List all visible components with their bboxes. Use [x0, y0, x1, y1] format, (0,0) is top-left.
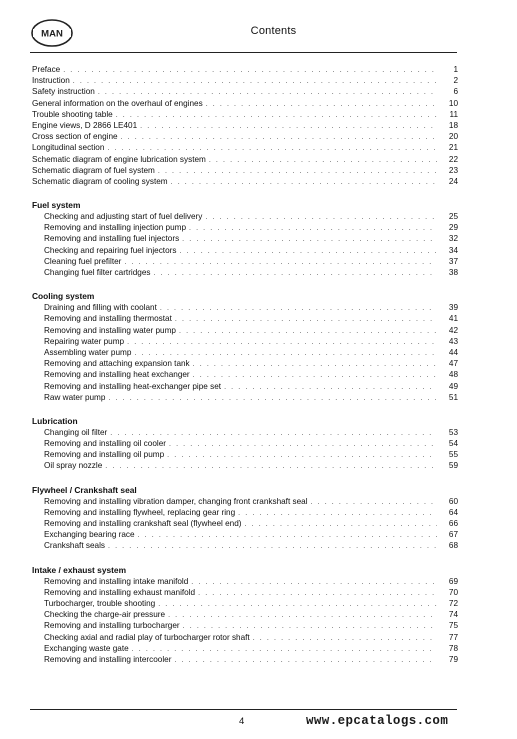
toc-entry-page: 22: [448, 154, 458, 164]
toc-entry-page: 11: [449, 109, 458, 119]
toc-entry[interactable]: [32, 427, 458, 438]
toc-entry-page: 68: [448, 541, 458, 551]
toc-entry-page: 6: [453, 87, 458, 97]
toc-leader-dots: [174, 655, 437, 666]
toc-leader-dots: [73, 76, 437, 87]
toc-entry-title: Repairing water pump: [44, 336, 125, 346]
toc-entry-title: Schematic diagram of cooling system: [32, 176, 168, 186]
toc-entry[interactable]: [32, 392, 458, 403]
toc-entry[interactable]: [32, 302, 458, 313]
toc-entry-page: 21: [448, 143, 458, 153]
toc-leader-dots: [245, 519, 437, 530]
toc-entry-title: Removing and installing crankshaft seal (flywheel end): [44, 519, 242, 528]
toc-entry[interactable]: [32, 131, 458, 142]
toc-entry-page: 20: [448, 132, 458, 142]
toc-section-heading: Flywheel / Crankshaft seal: [32, 484, 137, 495]
toc-leader-dots: [124, 257, 437, 268]
toc-entry-title: Longitudinal section: [32, 143, 105, 153]
toc-entry-page: 67: [448, 530, 458, 540]
toc-entry[interactable]: [32, 267, 458, 278]
toc-entry-page: 38: [448, 268, 458, 277]
header-divider: [30, 52, 457, 53]
toc-entry-title: Removing and installing heat exchanger: [44, 370, 190, 380]
toc-entry[interactable]: [32, 120, 458, 131]
toc-entry-title: Checking the charge-air pressure: [44, 610, 166, 620]
toc-entry[interactable]: [32, 598, 458, 609]
toc-entry-page: 44: [448, 347, 458, 357]
toc-entry-page: 49: [448, 381, 458, 391]
footer-divider: [30, 709, 457, 710]
toc-entry-title: Raw water pump: [44, 392, 106, 402]
toc-entry[interactable]: [32, 460, 458, 471]
toc-entry[interactable]: [32, 347, 458, 358]
toc-entry[interactable]: [32, 245, 458, 256]
toc-entry[interactable]: [32, 529, 458, 540]
toc-entry-page: 54: [448, 439, 458, 449]
toc-entry-title: Removing and attaching expansion tank: [44, 359, 190, 369]
toc-leader-dots: [179, 326, 437, 337]
toc-entry-page: 59: [448, 461, 458, 471]
toc-leader-dots: [138, 530, 437, 541]
toc-leader-dots: [198, 588, 437, 599]
toc-section-heading: Fuel system: [32, 200, 81, 211]
toc-entry-page: 10: [448, 98, 458, 108]
toc-entry-title: Engine views, D 2866 LE401: [32, 120, 138, 130]
toc-entry-title: Removing and installing heat-exchanger pipe set: [44, 381, 222, 391]
toc-entry[interactable]: [32, 576, 458, 587]
toc-entry-title: Removing and installing intercooler: [44, 654, 172, 664]
toc-entry[interactable]: [32, 369, 458, 380]
toc-entry[interactable]: [32, 336, 458, 347]
toc-entry-title: Cleaning fuel prefilter: [44, 256, 122, 266]
toc-entry-page: 39: [448, 303, 458, 313]
toc-entry[interactable]: [32, 518, 458, 529]
toc-entry-page: 34: [448, 245, 458, 255]
toc-entry-page: 42: [448, 325, 458, 335]
toc-entry-title: Checking axial and radial play of turbocharger rotor shaft: [44, 632, 250, 642]
toc-entry-page: 2: [453, 76, 458, 86]
toc-entry-title: Removing and installing thermostat: [44, 314, 172, 324]
toc-leader-dots: [63, 65, 437, 76]
toc-entry-page: 24: [448, 176, 458, 186]
toc-entry-title: Exchanging bearing race: [44, 530, 135, 540]
toc-leader-dots: [105, 461, 437, 472]
toc-leader-dots: [158, 599, 437, 610]
toc-entry-title: Removing and installing turbocharger: [44, 621, 180, 631]
toc-entry[interactable]: [32, 620, 458, 631]
toc-leader-dots: [189, 223, 437, 234]
toc-entry[interactable]: [32, 233, 458, 244]
toc-section: [32, 484, 458, 552]
toc-entry-page: 1: [453, 65, 458, 74]
toc-leader-dots: [182, 234, 437, 245]
toc-entry[interactable]: [32, 325, 458, 336]
toc-entry[interactable]: [32, 438, 458, 449]
toc-leader-dots: [108, 393, 437, 404]
toc-entry-page: 47: [448, 359, 458, 369]
toc-entry-title: Checking and repairing fuel injectors: [44, 245, 177, 255]
toc-section-heading: Cooling system: [32, 291, 95, 302]
toc-leader-dots: [108, 541, 437, 552]
toc-entry-title: Removing and installing fuel injectors: [44, 234, 180, 244]
toc-entry[interactable]: [32, 313, 458, 324]
toc-entry-title: Changing oil filter: [44, 427, 108, 437]
toc-entry[interactable]: [32, 643, 458, 654]
toc-entry-page: 18: [448, 120, 458, 130]
toc-leader-dots: [116, 110, 437, 121]
toc-entry-title: Preface: [32, 65, 61, 74]
toc-leader-dots: [175, 314, 437, 325]
toc-entry-page: 60: [448, 496, 458, 506]
toc-section-heading: Lubrication: [32, 415, 78, 426]
toc-leader-dots: [224, 382, 437, 393]
toc-entry-title: Removing and installing intake manifold: [44, 576, 189, 586]
toc-leader-dots: [171, 177, 437, 188]
toc-section: [32, 415, 458, 472]
toc-entry[interactable]: [32, 75, 458, 86]
toc-entry[interactable]: [32, 587, 458, 598]
watermark-url: www.epcatalogs.com: [306, 714, 449, 728]
toc-leader-dots: [140, 121, 437, 132]
toc-entry[interactable]: [32, 98, 458, 109]
toc-entry-title: Schematic diagram of engine lubrication system: [32, 154, 206, 164]
toc-entry-page: 78: [448, 643, 458, 653]
toc-leader-dots: [179, 246, 437, 257]
toc-entry-title: Removing and installing water pump: [44, 325, 176, 335]
toc-entry-page: 37: [448, 256, 458, 266]
toc-entry-page: 55: [448, 450, 458, 460]
toc-entry-title: Removing and installing vibration damper, changing front crankshaft seal: [44, 496, 308, 506]
toc-entry-page: 77: [448, 632, 458, 642]
toc-entry[interactable]: [32, 211, 458, 222]
table-of-contents: [32, 64, 458, 665]
toc-entry-page: 23: [448, 165, 458, 175]
toc-entry-title: Cross section of engine: [32, 132, 118, 142]
toc-leader-dots: [158, 166, 437, 177]
toc-entry[interactable]: [32, 64, 458, 75]
toc-leader-dots: [121, 132, 437, 143]
toc-entry[interactable]: [32, 109, 458, 120]
toc-leader-dots: [160, 303, 437, 314]
toc-leader-dots: [193, 359, 437, 370]
toc-entry-page: 53: [448, 427, 458, 437]
toc-entry-title: Removing and installing oil cooler: [44, 439, 166, 449]
toc-entry[interactable]: [32, 222, 458, 233]
toc-entry-page: 51: [448, 392, 458, 402]
toc-leader-dots: [311, 497, 437, 508]
toc-entry[interactable]: [32, 609, 458, 620]
toc-leader-dots: [191, 577, 437, 588]
toc-leader-dots: [127, 337, 437, 348]
toc-entry-page: 74: [448, 610, 458, 620]
toc-entry-page: 32: [448, 234, 458, 244]
toc-entry-page: 69: [448, 576, 458, 586]
toc-entry-title: Schematic diagram of fuel system: [32, 165, 155, 175]
toc-entry-title: Removing and installing injection pump: [44, 223, 186, 233]
toc-entry[interactable]: [32, 449, 458, 460]
toc-entry-title: Removing and installing oil pump: [44, 450, 165, 460]
toc-entry-title: Crankshaft seals: [44, 541, 105, 551]
toc-entry-page: 29: [448, 223, 458, 233]
toc-entry-title: Removing and installing exhaust manifold: [44, 587, 196, 597]
toc-entry[interactable]: [32, 654, 458, 665]
toc-entry-title: Draining and filling with coolant: [44, 303, 157, 313]
page-title: Contents: [250, 25, 297, 37]
toc-entry[interactable]: [32, 142, 458, 153]
toc-leader-dots: [253, 633, 437, 644]
toc-entry[interactable]: [32, 86, 458, 97]
toc-entry-title: Instruction: [32, 76, 70, 86]
toc-leader-dots: [209, 155, 437, 166]
logo-text: MAN: [41, 28, 63, 40]
toc-entry-page: 79: [448, 654, 458, 664]
toc-entry-page: 25: [448, 212, 458, 222]
toc-entry[interactable]: [32, 381, 458, 392]
toc-entry-page: 66: [448, 519, 458, 528]
toc-entry-title: General information on the overhaul of engines: [32, 98, 203, 108]
toc-entry-page: 43: [448, 336, 458, 346]
toc-entry-page: 75: [448, 621, 458, 631]
toc-leader-dots: [238, 508, 437, 519]
toc-section: [32, 290, 458, 403]
toc-entry[interactable]: [32, 540, 458, 551]
toc-entry-page: 48: [448, 370, 458, 380]
toc-leader-dots: [132, 644, 437, 655]
toc-entry-title: Checking and adjusting start of fuel delivery: [44, 212, 203, 222]
toc-entry[interactable]: [32, 154, 458, 165]
toc-leader-dots: [206, 99, 437, 110]
toc-section: [32, 199, 458, 278]
toc-entry-title: Turbocharger, trouble shooting: [44, 598, 156, 608]
toc-entry-page: 41: [448, 314, 458, 324]
toc-entry-title: Trouble shooting table: [32, 109, 113, 119]
toc-entry[interactable]: [32, 507, 458, 518]
toc-entry-title: Exchanging waste gate: [44, 643, 129, 653]
toc-entry[interactable]: [32, 176, 458, 187]
toc-entry-title: Assembling water pump: [44, 347, 132, 357]
toc-section-heading: Intake / exhaust system: [32, 564, 127, 575]
page-number: 4: [239, 716, 245, 727]
toc-entry-page: 64: [448, 507, 458, 517]
toc-leader-dots: [169, 439, 437, 450]
toc-entry[interactable]: [32, 165, 458, 176]
toc-entry-page: 70: [448, 587, 458, 597]
toc-entry-title: Removing and installing flywheel, replacing gear ring: [44, 507, 236, 517]
toc-entry[interactable]: [32, 496, 458, 507]
toc-leader-dots: [168, 610, 437, 621]
toc-entry-title: Changing fuel filter cartridges: [44, 268, 151, 277]
toc-leader-dots: [205, 212, 437, 223]
toc-entry[interactable]: [32, 256, 458, 267]
toc-entry-title: Oil spray nozzle: [44, 461, 103, 471]
toc-entry-title: Safety instruction: [32, 87, 95, 97]
toc-leader-dots: [167, 450, 437, 461]
toc-entry[interactable]: [32, 358, 458, 369]
toc-leader-dots: [154, 268, 438, 279]
toc-section: [32, 564, 458, 666]
toc-leader-dots: [193, 370, 437, 381]
toc-entry[interactable]: [32, 632, 458, 643]
toc-entry-page: 72: [448, 598, 458, 608]
